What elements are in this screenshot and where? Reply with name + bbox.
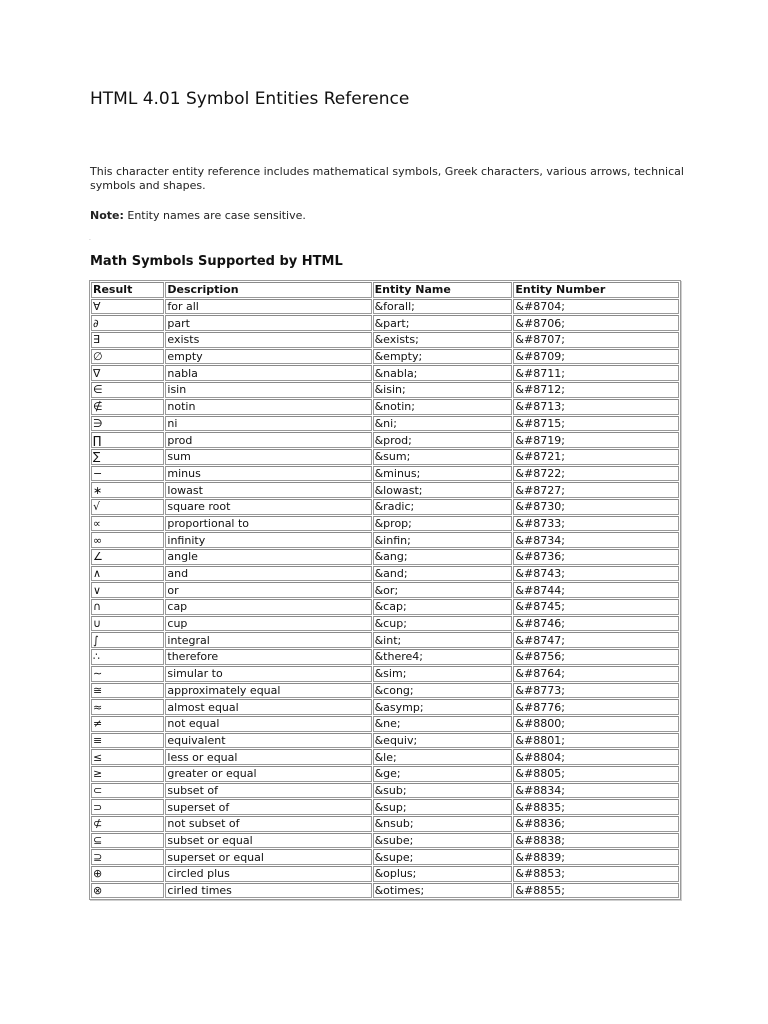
entity-name-cell: &sum; (373, 449, 513, 465)
page-title: HTML 4.01 Symbol Entities Reference (90, 89, 410, 109)
entity-number-cell: &#8836; (513, 816, 679, 832)
table-row (91, 816, 679, 832)
result-cell: ∏ (91, 432, 164, 448)
entity-name-cell: &cap; (373, 599, 513, 615)
result-cell: ⊕ (91, 866, 164, 882)
table-row (91, 299, 679, 315)
description-cell: subset or equal (165, 833, 371, 849)
result-cell: − (91, 466, 164, 482)
result-cell: ∞ (91, 532, 164, 548)
entity-number-cell: &#8804; (513, 749, 679, 765)
entity-number-cell: &#8719; (513, 432, 679, 448)
entity-name-cell: &cong; (373, 683, 513, 699)
result-cell: ⊄ (91, 816, 164, 832)
result-cell: √ (91, 499, 164, 515)
entity-name-cell: &notin; (373, 399, 513, 415)
entity-name-cell: &minus; (373, 466, 513, 482)
table-row (91, 365, 679, 381)
result-cell: ∩ (91, 599, 164, 615)
table-row (91, 683, 679, 699)
table-row (91, 666, 679, 682)
result-cell: ∋ (91, 416, 164, 432)
description-cell: nabla (165, 365, 371, 381)
table-row (91, 833, 679, 849)
table-row (91, 315, 679, 331)
description-cell: ni (165, 416, 371, 432)
description-cell: minus (165, 466, 371, 482)
entity-number-cell: &#8744; (513, 582, 679, 598)
description-cell: square root (165, 499, 371, 515)
entity-name-cell: &and; (373, 566, 513, 582)
entity-number-cell: &#8743; (513, 566, 679, 582)
description-cell: infinity (165, 532, 371, 548)
table-row (91, 716, 679, 732)
description-cell: and (165, 566, 371, 582)
description-cell: not subset of (165, 816, 371, 832)
description-cell: isin (165, 382, 371, 398)
note-text: Entity names are case sensitive. (123, 209, 306, 222)
description-cell: almost equal (165, 699, 371, 715)
description-cell: simular to (165, 666, 371, 682)
table-body (91, 299, 679, 899)
entity-number-cell: &#8734; (513, 532, 679, 548)
entity-number-cell: &#8715; (513, 416, 679, 432)
description-cell: approximately equal (165, 683, 371, 699)
entity-number-cell: &#8855; (513, 883, 679, 899)
result-cell: ∅ (91, 349, 164, 365)
entity-number-cell: &#8839; (513, 849, 679, 865)
table-row (91, 549, 679, 565)
result-cell: ∼ (91, 666, 164, 682)
result-cell: ⊗ (91, 883, 164, 899)
entity-name-cell: &ne; (373, 716, 513, 732)
entity-name-cell: &equiv; (373, 733, 513, 749)
entity-number-cell: &#8711; (513, 365, 679, 381)
entity-name-cell: &otimes; (373, 883, 513, 899)
description-cell: subset of (165, 783, 371, 799)
entity-name-cell: &part; (373, 315, 513, 331)
description-cell: angle (165, 549, 371, 565)
entity-number-cell: &#8713; (513, 399, 679, 415)
table-row (91, 849, 679, 865)
description-cell: exists (165, 332, 371, 348)
result-cell: ≠ (91, 716, 164, 732)
entity-name-cell: &sup; (373, 799, 513, 815)
table-row (91, 416, 679, 432)
result-cell: ∇ (91, 365, 164, 381)
entity-name-cell: &prop; (373, 516, 513, 532)
result-cell: ∉ (91, 399, 164, 415)
description-cell: not equal (165, 716, 371, 732)
table-row (91, 582, 679, 598)
description-cell: less or equal (165, 749, 371, 765)
table-row (91, 649, 679, 665)
entity-name-cell: &ang; (373, 549, 513, 565)
entity-name-cell: &nabla; (373, 365, 513, 381)
intro-paragraph: This character entity reference includes mathematical symbols, Greek characters, various arrows, technical symbols and shapes. (90, 165, 684, 192)
result-cell: ≈ (91, 699, 164, 715)
entity-name-cell: &cup; (373, 616, 513, 632)
result-cell: ∠ (91, 549, 164, 565)
entity-number-cell: &#8727; (513, 482, 679, 498)
entity-number-cell: &#8706; (513, 315, 679, 331)
entity-number-cell: &#8722; (513, 466, 679, 482)
description-cell: cup (165, 616, 371, 632)
table-row (91, 532, 679, 548)
entity-name-cell: &isin; (373, 382, 513, 398)
result-cell: ⊇ (91, 849, 164, 865)
table-row (91, 466, 679, 482)
entity-name-cell: &or; (373, 582, 513, 598)
description-cell: lowast (165, 482, 371, 498)
entity-number-cell: &#8730; (513, 499, 679, 515)
entity-number-cell: &#8838; (513, 833, 679, 849)
header-description: Description (165, 282, 371, 298)
description-cell: equivalent (165, 733, 371, 749)
entity-name-cell: &lowast; (373, 482, 513, 498)
entity-name-cell: &infin; (373, 532, 513, 548)
table-row (91, 733, 679, 749)
description-cell: greater or equal (165, 766, 371, 782)
description-cell: superset of (165, 799, 371, 815)
table-row (91, 382, 679, 398)
entity-name-cell: &supe; (373, 849, 513, 865)
entity-name-cell: &sub; (373, 783, 513, 799)
result-cell: ∨ (91, 582, 164, 598)
result-cell: ∂ (91, 315, 164, 331)
description-cell: for all (165, 299, 371, 315)
stray-dot: . (89, 235, 91, 242)
entity-name-cell: &sim; (373, 666, 513, 682)
entity-number-cell: &#8712; (513, 382, 679, 398)
entity-number-cell: &#8776; (513, 699, 679, 715)
result-cell: ∧ (91, 566, 164, 582)
header-entity-name: Entity Name (373, 282, 513, 298)
entity-name-cell: &exists; (373, 332, 513, 348)
entity-number-cell: &#8834; (513, 783, 679, 799)
result-cell: ⊆ (91, 833, 164, 849)
result-cell: ∃ (91, 332, 164, 348)
result-cell: ∫ (91, 632, 164, 648)
result-cell: ∈ (91, 382, 164, 398)
result-cell: ∝ (91, 516, 164, 532)
description-cell: circled plus (165, 866, 371, 882)
section-heading: Math Symbols Supported by HTML (90, 254, 343, 269)
table-row (91, 566, 679, 582)
description-cell: proportional to (165, 516, 371, 532)
entity-number-cell: &#8853; (513, 866, 679, 882)
description-cell: empty (165, 349, 371, 365)
table-row (91, 766, 679, 782)
table-row (91, 632, 679, 648)
result-cell: ∑ (91, 449, 164, 465)
entity-number-cell: &#8800; (513, 716, 679, 732)
description-cell: therefore (165, 649, 371, 665)
entity-number-cell: &#8747; (513, 632, 679, 648)
entity-number-cell: &#8707; (513, 332, 679, 348)
header-entity-number: Entity Number (513, 282, 679, 298)
result-cell: ∀ (91, 299, 164, 315)
entity-name-cell: &forall; (373, 299, 513, 315)
table-row (91, 332, 679, 348)
entity-name-cell: &prod; (373, 432, 513, 448)
entity-name-cell: &there4; (373, 649, 513, 665)
entity-number-cell: &#8835; (513, 799, 679, 815)
table-row (91, 866, 679, 882)
entity-number-cell: &#8709; (513, 349, 679, 365)
entity-number-cell: &#8746; (513, 616, 679, 632)
entity-name-cell: &ni; (373, 416, 513, 432)
description-cell: part (165, 315, 371, 331)
table-row (91, 616, 679, 632)
table-row (91, 883, 679, 899)
table-header-row (91, 282, 679, 298)
entity-number-cell: &#8773; (513, 683, 679, 699)
table-row (91, 599, 679, 615)
table-row (91, 432, 679, 448)
result-cell: ∗ (91, 482, 164, 498)
table-row (91, 516, 679, 532)
result-cell: ∴ (91, 649, 164, 665)
result-cell: ⊂ (91, 783, 164, 799)
description-cell: cirled times (165, 883, 371, 899)
table-row (91, 699, 679, 715)
entity-name-cell: &le; (373, 749, 513, 765)
result-cell: ≅ (91, 683, 164, 699)
entity-number-cell: &#8756; (513, 649, 679, 665)
table-row (91, 449, 679, 465)
description-cell: integral (165, 632, 371, 648)
table-row (91, 749, 679, 765)
description-cell: or (165, 582, 371, 598)
description-cell: cap (165, 599, 371, 615)
note-paragraph (90, 209, 306, 223)
entity-number-cell: &#8733; (513, 516, 679, 532)
entity-name-cell: &oplus; (373, 866, 513, 882)
table-row (91, 783, 679, 799)
description-cell: sum (165, 449, 371, 465)
entity-name-cell: &ge; (373, 766, 513, 782)
result-cell: ≥ (91, 766, 164, 782)
description-cell: prod (165, 432, 371, 448)
table-row (91, 482, 679, 498)
entity-number-cell: &#8745; (513, 599, 679, 615)
description-cell: notin (165, 399, 371, 415)
result-cell: ≤ (91, 749, 164, 765)
entity-name-cell: &asymp; (373, 699, 513, 715)
math-symbols-table (89, 280, 681, 900)
entity-name-cell: &sube; (373, 833, 513, 849)
result-cell: ≡ (91, 733, 164, 749)
result-cell: ∪ (91, 616, 164, 632)
entity-name-cell: &int; (373, 632, 513, 648)
table-row (91, 349, 679, 365)
header-result: Result (91, 282, 164, 298)
entity-name-cell: &nsub; (373, 816, 513, 832)
entity-number-cell: &#8736; (513, 549, 679, 565)
entity-number-cell: &#8805; (513, 766, 679, 782)
result-cell: ⊃ (91, 799, 164, 815)
entity-number-cell: &#8721; (513, 449, 679, 465)
table-row (91, 399, 679, 415)
entity-number-cell: &#8764; (513, 666, 679, 682)
entity-number-cell: &#8801; (513, 733, 679, 749)
entity-name-cell: &radic; (373, 499, 513, 515)
description-cell: superset or equal (165, 849, 371, 865)
table-row (91, 799, 679, 815)
entity-name-cell: &empty; (373, 349, 513, 365)
note-label: Note: (90, 209, 124, 222)
entity-number-cell: &#8704; (513, 299, 679, 315)
table-row (91, 499, 679, 515)
